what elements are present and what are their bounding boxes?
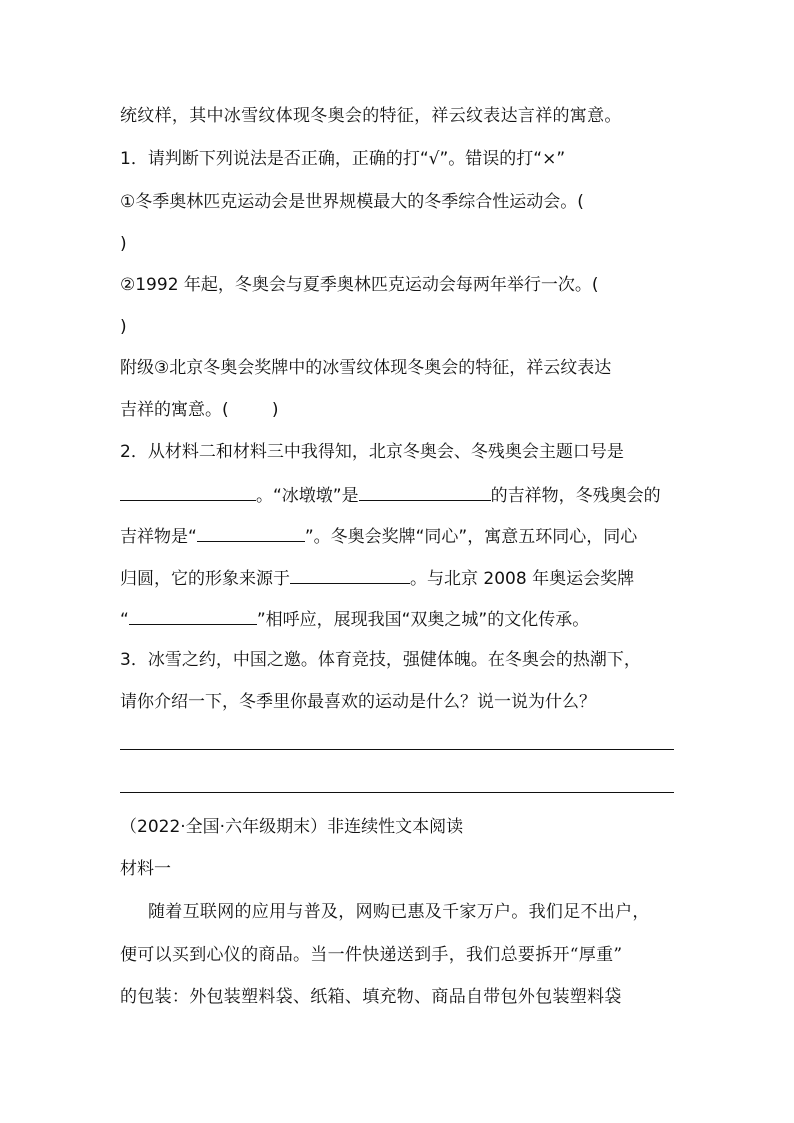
- section-source: （2022·全国·六年级期末）非连续性文本阅读: [120, 817, 464, 837]
- question-2-text: ”相呼应，展现我国“双奥之城”的文化传承。: [256, 610, 590, 630]
- question-2-text: 归圆，它的形象来源于: [120, 569, 290, 589]
- answer-blank[interactable]: [129, 606, 257, 625]
- answer-blank[interactable]: [120, 482, 256, 501]
- question-3-line-2: 请你介绍一下，冬季里你最喜欢的运动是什么？说一说为什么？: [120, 692, 596, 712]
- question-2-line-3: [120, 523, 637, 549]
- paragraph-line: 的包装：外包装塑料袋、纸箱、填充物、商品自带包外包装塑料袋: [120, 987, 622, 1007]
- question-2-line-2: [120, 482, 661, 508]
- answer-blank[interactable]: [290, 565, 410, 584]
- question-2-text: “: [120, 610, 129, 630]
- question-2-text: 的吉祥物，冬残奥会的: [490, 486, 661, 506]
- paragraph-line: 便可以买到心仪的商品。当一件快递送到手，我们总要拆开“厚重”: [120, 945, 623, 965]
- question-2-text: ”。冬奥会奖牌“同心”，寓意五环同心，同心: [304, 527, 638, 547]
- answer-parenthesis: ): [120, 234, 127, 254]
- question-1-item-2: ②1992 年起，冬奥会与夏季奥林匹克运动会每两年举行一次。(: [120, 275, 599, 295]
- question-1-item-3-continued: 吉祥的寓意。( ): [120, 400, 279, 420]
- answer-line[interactable]: [120, 749, 674, 750]
- question-1-title: 1．请判断下列说法是否正确，正确的打“√”。错误的打“×”: [120, 149, 566, 169]
- question-2-line-5: [120, 606, 589, 632]
- question-2-text: 。与北京 2008 年奥运会奖牌: [410, 569, 635, 589]
- question-2-text: 。“冰墩墩”是: [256, 486, 359, 506]
- question-2-line-4: [120, 565, 634, 591]
- answer-parenthesis: ): [120, 317, 127, 337]
- text-line: 统纹样，其中冰雪纹体现冬奥会的特征，祥云纹表达言祥的寓意。: [120, 106, 622, 126]
- question-2-line-1: 2．从材料二和材料三中我得知，北京冬奥会、冬残奥会主题口号是: [120, 442, 624, 462]
- question-1-item-3: 附级③北京冬奥会奖牌中的冰雪纹体现冬奥会的特征，祥云纹表达: [120, 358, 612, 378]
- question-3-line-1: 3．冰雪之约，中国之邀。体育竞技，强健体魄。在冬奥会的热潮下，: [120, 650, 641, 670]
- question-1-item-1: ①冬季奥林匹克运动会是世界规模最大的冬季综合性运动会。(: [120, 192, 584, 212]
- question-2-text: 吉祥物是“: [120, 527, 197, 547]
- paragraph-line: 随着互联网的应用与普及，网购已惠及千家万户。我们足不出户，: [148, 902, 650, 922]
- answer-blank[interactable]: [359, 482, 491, 501]
- material-heading: 材料一: [120, 859, 171, 879]
- answer-blank[interactable]: [197, 523, 305, 542]
- answer-line[interactable]: [120, 792, 674, 793]
